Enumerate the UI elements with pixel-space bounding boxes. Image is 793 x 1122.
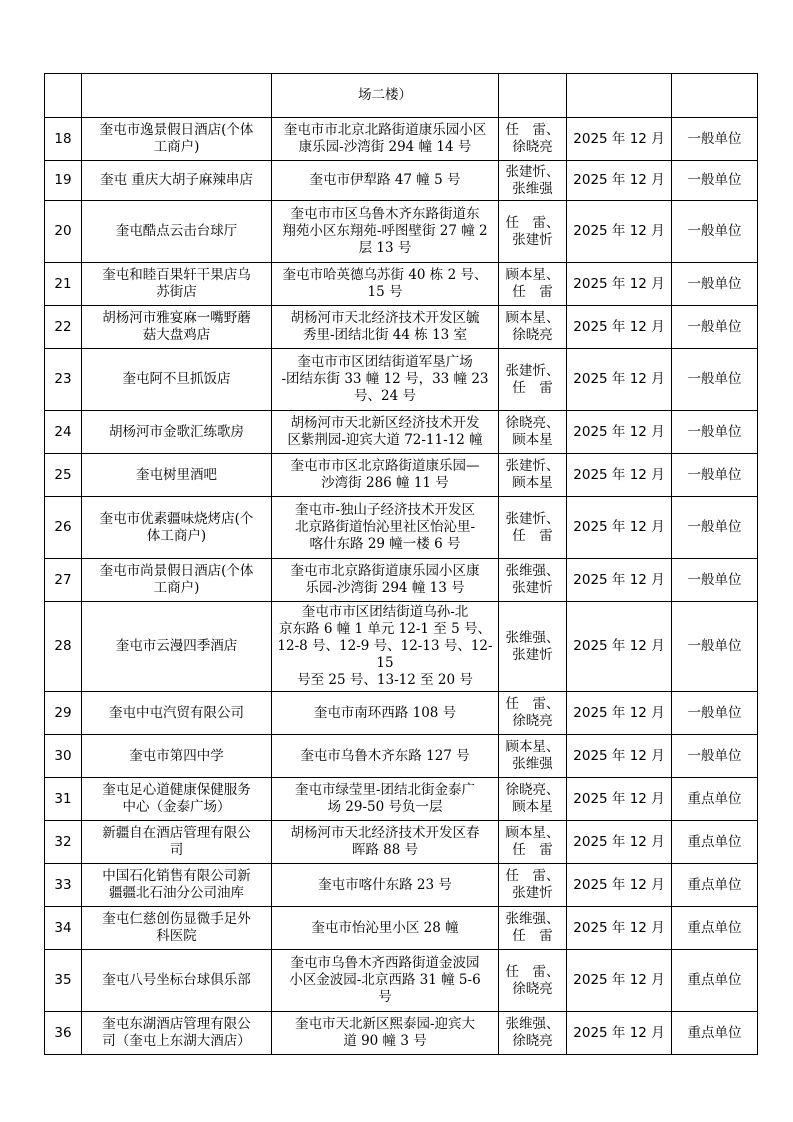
inspection-month-cell: 2025 年 12 月	[567, 821, 672, 864]
inspectors-cell	[499, 778, 567, 821]
table-row	[45, 118, 758, 161]
unit-type-cell: 一般单位	[672, 602, 758, 692]
unit-type-cell: 一般单位	[672, 263, 758, 306]
unit-name-cell-line: 奎屯市尚景假日酒店(个体	[99, 563, 254, 579]
inspectors-cell	[499, 201, 567, 263]
unit-type-cell: 一般单位	[672, 161, 758, 201]
inspectors-cell	[499, 306, 567, 349]
address-cell	[272, 306, 499, 349]
unit-name-cell-line: 司（奎屯上东湖大酒店）	[102, 1033, 251, 1049]
address-cell-line: 层 13 号	[358, 240, 412, 256]
inspectors-cell-line: 张建忻、	[505, 163, 560, 180]
address-cell-line: 奎屯市市北京北路街道康乐园小区	[283, 122, 487, 138]
unit-name-cell	[82, 950, 272, 1012]
unit-name-cell-line: 胡杨河市雅宴麻一嘴野蘑	[102, 310, 251, 326]
table-row	[45, 735, 758, 778]
address-cell-line: 道 90 幢 3 号	[343, 1033, 427, 1049]
unit-name-cell-line: 科医院	[156, 928, 197, 944]
unit-name-cell-line: 新疆自在酒店管理有限公	[102, 825, 251, 841]
inspectors-cell-line: 顾本星	[512, 432, 553, 448]
unit-name-cell	[82, 692, 272, 735]
row-number-cell: 29	[45, 692, 82, 735]
inspection-month-cell: 2025 年 12 月	[567, 454, 672, 497]
address-cell-line: 奎屯市乌鲁木齐东路 127 号	[300, 747, 470, 764]
table-row	[45, 1012, 758, 1055]
inspectors-cell	[499, 1012, 567, 1055]
address-cell-line: 京东路 6 幢 1 单元 12-1 至 5 号、	[279, 621, 491, 637]
unit-name-cell-line: 奎屯树里酒吧	[136, 466, 217, 483]
row-number-cell: 23	[45, 349, 82, 411]
row-number-cell: 34	[45, 907, 82, 950]
table-row	[45, 201, 758, 263]
unit-type-cell	[672, 74, 758, 118]
row-number-cell: 28	[45, 602, 82, 692]
address-cell	[272, 735, 499, 778]
table-row	[45, 778, 758, 821]
inspectors-cell	[499, 559, 567, 602]
unit-name-cell-line: 工商户)	[153, 580, 200, 596]
unit-name-cell-line: 中国石化销售有限公司新	[102, 868, 251, 884]
address-cell	[272, 559, 499, 602]
unit-name-cell	[82, 735, 272, 778]
table-row	[45, 161, 758, 201]
unit-name-cell	[82, 821, 272, 864]
unit-name-cell	[82, 161, 272, 201]
address-cell	[272, 907, 499, 950]
address-cell-line: 奎屯市-独山子经济技术开发区	[294, 502, 476, 518]
address-cell-line: 奎屯市伊犁路 47 幢 5 号	[309, 172, 461, 188]
unit-name-cell	[82, 864, 272, 907]
row-number-cell: 20	[45, 201, 82, 263]
inspectors-cell-line: 张建忻、	[505, 362, 560, 379]
inspectors-cell-line: 任 雷、	[505, 963, 560, 980]
row-number-cell: 26	[45, 497, 82, 559]
address-cell-line: 小区金波园-北京西路 31 幢 5-6	[289, 972, 481, 988]
inspectors-cell-line: 任 雷	[512, 527, 553, 544]
address-cell-line: -团结东街 33 幢 12 号，33 幢 23	[281, 371, 489, 387]
inspection-month-cell: 2025 年 12 月	[567, 778, 672, 821]
address-cell-line: 胡杨河市天北新区经济技术开发	[290, 415, 480, 431]
address-cell	[272, 118, 499, 161]
inspectors-cell-line: 任 雷	[512, 284, 553, 300]
row-number-cell: 22	[45, 306, 82, 349]
inspection-month-cell: 2025 年 12 月	[567, 735, 672, 778]
row-number-cell: 30	[45, 735, 82, 778]
address-cell-line: 奎屯市北京路街道康乐园小区康	[290, 563, 480, 579]
unit-name-cell	[82, 349, 272, 411]
address-cell-line: 晖路 88 号	[351, 842, 419, 858]
row-number-cell: 27	[45, 559, 82, 602]
unit-type-cell: 重点单位	[672, 1012, 758, 1055]
unit-name-cell-line: 奎屯仁慈创伤显微手足外	[102, 911, 251, 927]
inspection-month-cell: 2025 年 12 月	[567, 349, 672, 411]
inspection-month-cell: 2025 年 12 月	[567, 306, 672, 349]
inspection-month-cell: 2025 年 12 月	[567, 411, 672, 454]
inspection-month-cell: 2025 年 12 月	[567, 118, 672, 161]
unit-name-cell-line: 奎屯阿不旦抓饭店	[122, 371, 231, 387]
inspectors-cell-line: 任 雷	[512, 379, 553, 396]
table-row	[45, 821, 758, 864]
inspectors-cell-line: 任 雷、	[505, 122, 560, 138]
table-row	[45, 692, 758, 735]
inspectors-cell	[499, 74, 567, 118]
address-cell	[272, 864, 499, 907]
inspectors-cell-line: 任 雷、	[505, 696, 560, 712]
unit-type-cell: 一般单位	[672, 497, 758, 559]
unit-name-cell-line: 疆疆北石油分公司油库	[109, 885, 244, 901]
table-row	[45, 263, 758, 306]
inspectors-cell-line: 张建忻	[512, 231, 553, 248]
unit-name-cell-line: 菇大盘鸡店	[142, 327, 211, 343]
inspectors-cell-line: 徐晓亮	[512, 980, 553, 997]
inspectors-cell-line: 任 雷	[512, 928, 553, 944]
address-cell-line: 乐园-沙湾街 294 幢 13 号	[305, 580, 465, 596]
unit-name-cell-line: 苏街店	[156, 284, 197, 300]
inspection-month-cell	[567, 74, 672, 118]
inspectors-cell-line: 顾本星、	[505, 739, 560, 755]
table-row	[45, 864, 758, 907]
unit-type-cell: 一般单位	[672, 349, 758, 411]
inspectors-cell-line: 张维强	[512, 756, 553, 772]
address-cell	[272, 821, 499, 864]
address-cell-line: 场二楼）	[358, 87, 412, 103]
inspectors-cell-line: 顾本星	[512, 475, 553, 491]
address-cell-line: 康乐园-沙湾街 294 幢 14 号	[298, 139, 472, 155]
address-cell-line: 奎屯市哈英德乌苏街 40 栋 2 号、	[282, 267, 488, 283]
unit-type-cell: 一般单位	[672, 306, 758, 349]
unit-name-cell	[82, 118, 272, 161]
table-row	[45, 349, 758, 411]
address-cell	[272, 349, 499, 411]
inspectors-cell	[499, 602, 567, 692]
unit-name-cell-line: 奎屯市云漫四季酒店	[115, 638, 238, 654]
inspectors-cell	[499, 497, 567, 559]
unit-name-cell-line: 奎屯市逸景假日酒店(个体	[99, 122, 254, 138]
address-cell-line: 北京路街道怡沁里社区怡沁里-	[294, 519, 476, 535]
unit-name-cell-line: 奎屯和睦百果轩干果店乌	[102, 267, 251, 283]
inspectors-cell-line: 徐晓亮、	[505, 782, 560, 798]
inspectors-cell	[499, 864, 567, 907]
unit-name-cell	[82, 263, 272, 306]
address-cell	[272, 692, 499, 735]
inspectors-cell-line: 任 雷、	[505, 214, 560, 231]
table-row	[45, 950, 758, 1012]
inspectors-cell-line: 张建忻、	[505, 510, 560, 527]
inspectors-cell-line: 张维强、	[505, 1016, 560, 1032]
address-cell-line: 15 号	[367, 284, 403, 300]
table-row	[45, 602, 758, 692]
inspectors-cell-line: 张建忻、	[505, 458, 560, 474]
table-row	[45, 907, 758, 950]
inspectors-cell	[499, 950, 567, 1012]
inspectors-cell	[499, 118, 567, 161]
unit-type-cell: 重点单位	[672, 864, 758, 907]
unit-name-cell-line: 奎屯市第四中学	[129, 747, 224, 764]
address-cell-line: 沙湾街 286 幢 11 号	[321, 475, 449, 491]
inspection-month-cell: 2025 年 12 月	[567, 161, 672, 201]
unit-name-cell	[82, 1012, 272, 1055]
address-cell	[272, 602, 499, 692]
unit-type-cell: 一般单位	[672, 692, 758, 735]
unit-type-cell: 一般单位	[672, 118, 758, 161]
address-cell-line: 奎屯市南环西路 108 号	[313, 704, 457, 721]
unit-name-cell	[82, 74, 272, 118]
inspectors-cell	[499, 821, 567, 864]
unit-type-cell: 重点单位	[672, 907, 758, 950]
unit-name-cell-line: 奎屯中屯汽贸有限公司	[109, 704, 244, 721]
unit-name-cell	[82, 454, 272, 497]
unit-name-cell	[82, 411, 272, 454]
inspectors-cell-line: 徐晓亮	[512, 713, 553, 729]
inspectors-cell-line: 张维强、	[505, 563, 560, 579]
inspectors-cell	[499, 907, 567, 950]
unit-name-cell-line: 奎屯市优素疆味烧烤店(个	[99, 510, 254, 527]
inspectors-cell-line: 张建忻	[512, 646, 553, 663]
address-cell-line: 号、24 号	[354, 388, 416, 404]
address-cell	[272, 263, 499, 306]
inspectors-cell-line: 张维强、	[505, 911, 560, 927]
table-row	[45, 74, 758, 118]
inspectors-cell	[499, 263, 567, 306]
address-cell	[272, 1012, 499, 1055]
unit-name-cell-line: 奎屯 重庆大胡子麻辣串店	[100, 172, 253, 188]
unit-type-cell: 一般单位	[672, 454, 758, 497]
inspectors-cell-line: 张建忻	[512, 885, 553, 901]
address-cell	[272, 161, 499, 201]
inspectors-cell	[499, 692, 567, 735]
unit-name-cell	[82, 907, 272, 950]
unit-type-cell: 一般单位	[672, 735, 758, 778]
address-cell-line: 场 29-50 号负一层	[327, 799, 443, 815]
row-number-cell: 19	[45, 161, 82, 201]
inspection-month-cell: 2025 年 12 月	[567, 559, 672, 602]
unit-name-cell	[82, 602, 272, 692]
table-row	[45, 411, 758, 454]
address-cell-line: 奎屯市市区团结街道乌孙-北	[301, 604, 469, 620]
inspection-month-cell: 2025 年 12 月	[567, 201, 672, 263]
address-cell-line: 奎屯市喀什东路 23 号	[318, 876, 452, 893]
row-number-cell: 35	[45, 950, 82, 1012]
inspectors-cell-line: 顾本星	[512, 799, 553, 815]
address-cell-line: 胡杨河市天北经济技术开发区春	[290, 825, 480, 841]
unit-name-cell-line: 胡杨河市金歌汇练歌房	[109, 423, 244, 440]
address-cell-line: 奎屯市乌鲁木齐西路街道金波园	[290, 955, 480, 971]
inspection-month-cell: 2025 年 12 月	[567, 497, 672, 559]
row-number-cell: 32	[45, 821, 82, 864]
unit-type-cell: 一般单位	[672, 201, 758, 263]
row-number-cell	[45, 74, 82, 118]
unit-type-cell: 一般单位	[672, 559, 758, 602]
unit-name-cell-line: 工商户)	[153, 139, 200, 155]
unit-name-cell-line: 司	[169, 842, 184, 858]
inspection-month-cell: 2025 年 12 月	[567, 907, 672, 950]
address-cell-line: 奎屯市绿莹里-团结北街金泰广	[294, 782, 476, 798]
address-cell-line: 奎屯市市区团结街道军垦广场	[297, 354, 473, 370]
inspectors-cell-line: 顾本星、	[505, 267, 560, 283]
unit-name-cell-line: 中心（金泰广场）	[122, 799, 231, 815]
address-cell	[272, 454, 499, 497]
unit-name-cell	[82, 559, 272, 602]
inspectors-cell-line: 张建忻	[512, 580, 553, 596]
address-cell	[272, 411, 499, 454]
address-cell	[272, 778, 499, 821]
inspectors-cell-line: 徐晓亮	[512, 139, 553, 155]
inspectors-cell	[499, 349, 567, 411]
inspectors-cell-line: 徐晓亮	[512, 1033, 553, 1049]
table-row	[45, 306, 758, 349]
table-row	[45, 497, 758, 559]
inspectors-cell	[499, 454, 567, 497]
address-cell-line: 秀里-团结北街 44 栋 13 室	[302, 327, 468, 343]
unit-name-cell	[82, 497, 272, 559]
address-cell	[272, 950, 499, 1012]
inspection-month-cell: 2025 年 12 月	[567, 1012, 672, 1055]
inspection-month-cell: 2025 年 12 月	[567, 263, 672, 306]
unit-name-cell-line: 奎屯东湖酒店管理有限公	[102, 1016, 251, 1032]
row-number-cell: 31	[45, 778, 82, 821]
address-cell-line: 区紫荆园-迎宾大道 72-11-12 幢	[287, 432, 483, 448]
inspectors-cell	[499, 735, 567, 778]
inspection-month-cell: 2025 年 12 月	[567, 602, 672, 692]
inspectors-cell-line: 任 雷、	[505, 868, 560, 884]
address-cell-line: 12-8 号、12-9 号、12-13 号、12-15	[277, 638, 493, 671]
address-cell	[272, 74, 499, 118]
inspectors-cell-line: 张维强、	[505, 629, 560, 646]
inspectors-cell-line: 徐晓亮、	[505, 415, 560, 431]
unit-name-cell	[82, 778, 272, 821]
row-number-cell: 18	[45, 118, 82, 161]
unit-name-cell	[82, 306, 272, 349]
inspectors-cell-line: 徐晓亮	[512, 327, 553, 343]
address-cell-line: 喀什东路 29 幢一楼 6 号	[309, 536, 461, 552]
row-number-cell: 25	[45, 454, 82, 497]
inspection-table	[44, 73, 758, 1055]
inspection-month-cell: 2025 年 12 月	[567, 692, 672, 735]
unit-type-cell: 一般单位	[672, 411, 758, 454]
unit-name-cell-line: 奎屯酷点云击台球厅	[115, 223, 238, 239]
address-cell-line: 奎屯市怡沁里小区 28 幢	[311, 919, 459, 936]
address-cell-line: 号至 25 号、13-12 至 20 号	[297, 672, 473, 688]
inspectors-cell	[499, 161, 567, 201]
address-cell-line: 奎屯市市区乌鲁木齐东路街道东	[290, 206, 480, 222]
address-cell-line: 翔苑小区东翔苑-呼图壁街 27 幢 2	[282, 223, 488, 239]
unit-type-cell: 重点单位	[672, 778, 758, 821]
address-cell-line: 胡杨河市天北经济技术开发区毓	[290, 310, 480, 326]
unit-name-cell-line: 奎屯八号坐标台球俱乐部	[102, 972, 251, 988]
address-cell	[272, 497, 499, 559]
inspection-month-cell: 2025 年 12 月	[567, 864, 672, 907]
address-cell-line: 奎屯市市区北京路街道康乐园—	[290, 458, 480, 474]
unit-type-cell: 重点单位	[672, 950, 758, 1012]
address-cell	[272, 201, 499, 263]
row-number-cell: 21	[45, 263, 82, 306]
inspectors-cell-line: 任 雷	[512, 842, 553, 858]
inspectors-cell-line: 顾本星、	[505, 825, 560, 841]
unit-name-cell-line: 体工商户)	[146, 527, 207, 544]
unit-name-cell	[82, 201, 272, 263]
table-row	[45, 559, 758, 602]
row-number-cell: 24	[45, 411, 82, 454]
inspectors-cell-line: 张维强	[512, 180, 553, 197]
inspectors-cell-line: 顾本星、	[505, 310, 560, 326]
table-row	[45, 454, 758, 497]
table-body	[45, 74, 758, 1055]
address-cell-line: 奎屯市天北新区熙泰园-迎宾大	[294, 1016, 476, 1032]
row-number-cell: 36	[45, 1012, 82, 1055]
unit-type-cell: 重点单位	[672, 821, 758, 864]
unit-name-cell-line: 奎屯足心道健康保健服务	[102, 782, 251, 798]
address-cell-line: 号	[378, 989, 392, 1005]
row-number-cell: 33	[45, 864, 82, 907]
inspection-month-cell: 2025 年 12 月	[567, 950, 672, 1012]
inspectors-cell	[499, 411, 567, 454]
